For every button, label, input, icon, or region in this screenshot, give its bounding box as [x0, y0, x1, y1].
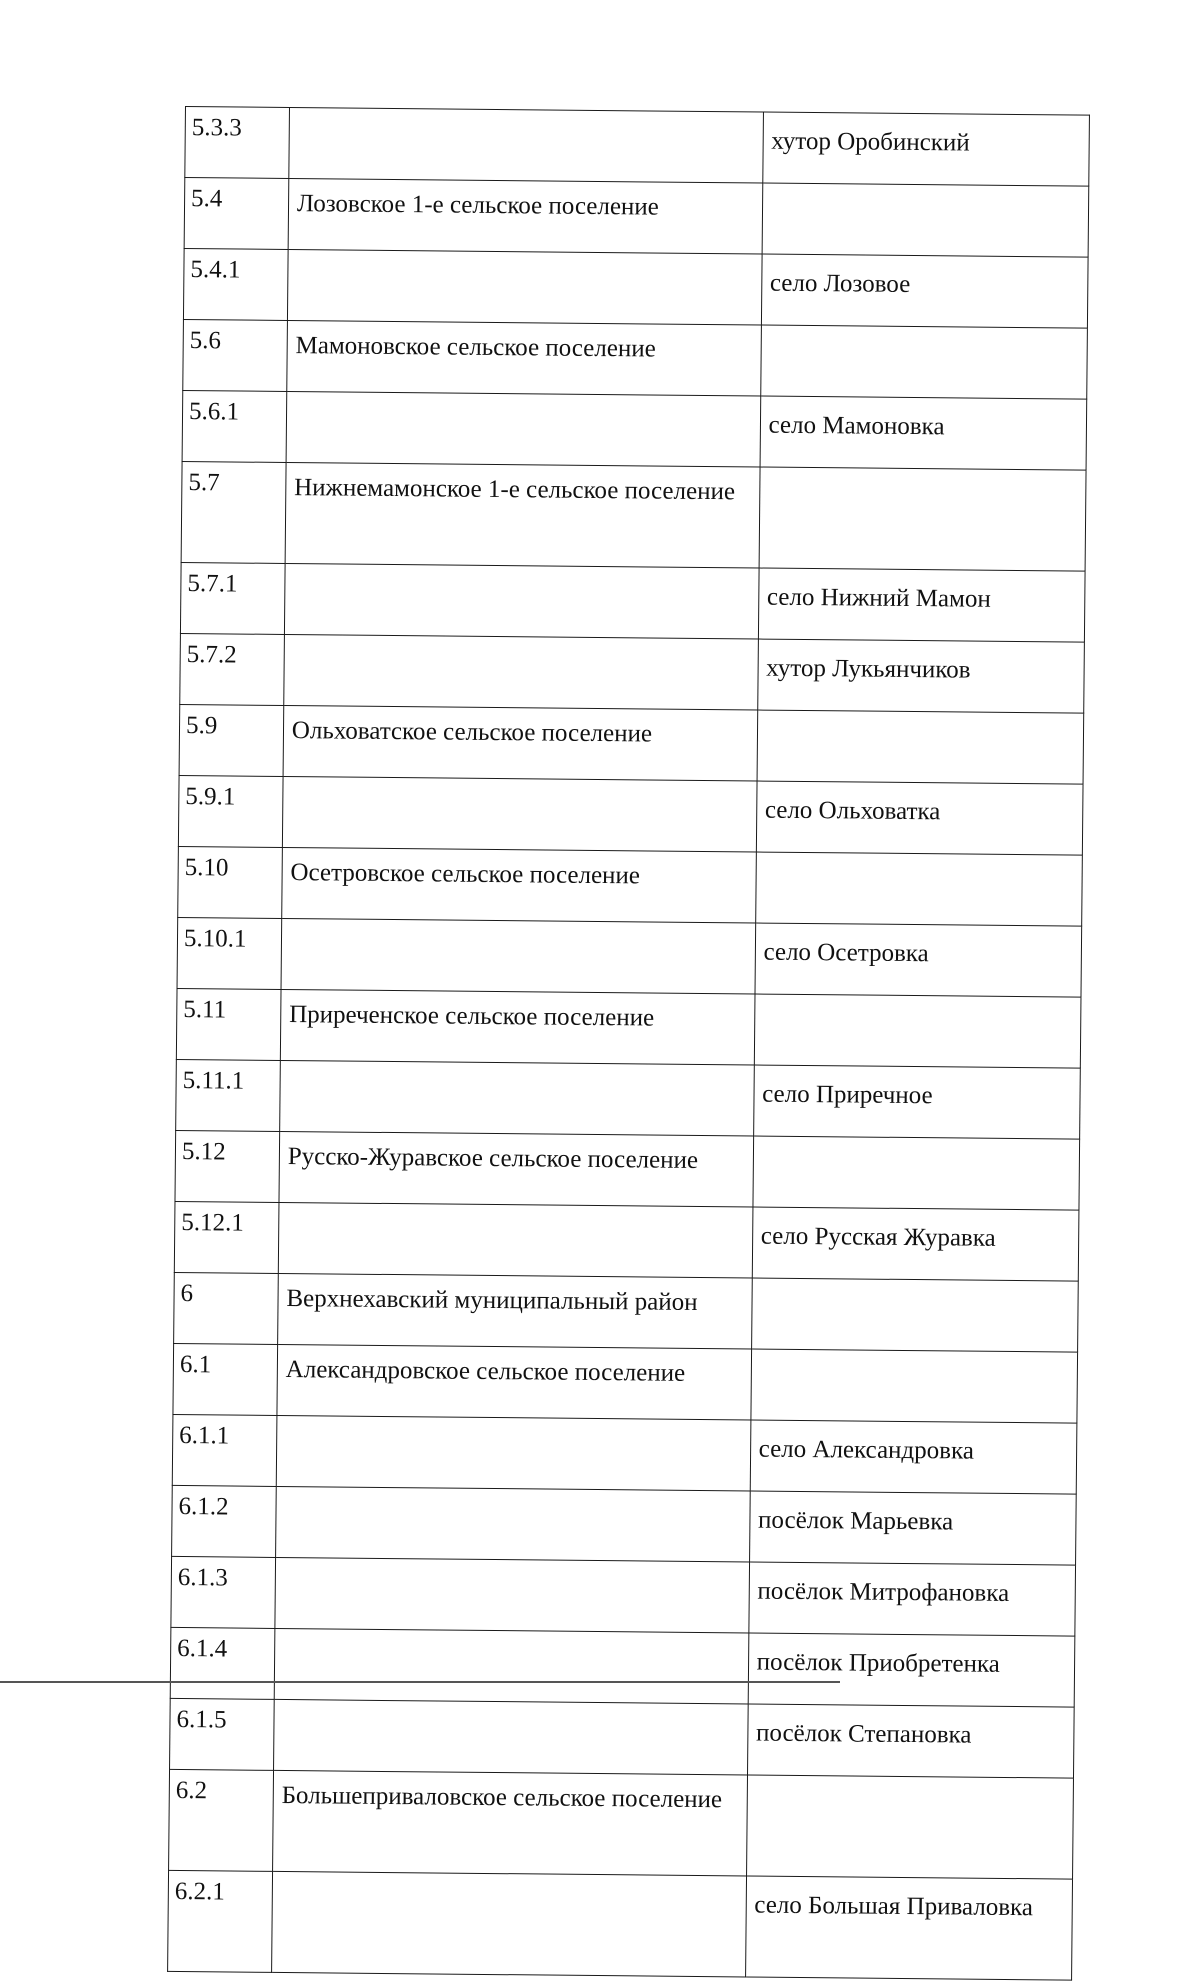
- table-row: [168, 1870, 1073, 1980]
- table-row: [174, 1201, 1079, 1281]
- row-number-cell: 6.1.3: [171, 1556, 276, 1628]
- row-number-cell: 5.12.1: [174, 1201, 279, 1273]
- locality-name-cell: село Нижний Мамон: [758, 568, 1085, 642]
- table-row: [176, 988, 1081, 1068]
- table-row: [177, 917, 1082, 997]
- row-number-cell: 6.1: [173, 1343, 278, 1415]
- table-row: [172, 1414, 1077, 1494]
- settlement-name-cell: [286, 391, 760, 467]
- settlement-name-cell: Русско-Журавское сельское поселение: [279, 1131, 753, 1207]
- settlement-name-cell: Нижнемамонское 1-е сельское поселение: [285, 462, 760, 568]
- locality-name-cell: [753, 1136, 1080, 1210]
- row-number-cell: 5.7.2: [180, 633, 285, 705]
- row-number-cell: 6.1.5: [170, 1698, 275, 1770]
- locality-name-cell: село Осетровка: [755, 923, 1082, 997]
- table-row: [180, 633, 1085, 713]
- row-number-cell: 5.4.1: [183, 248, 288, 320]
- row-number-cell: 6.1.4: [170, 1627, 275, 1699]
- table-row: [178, 846, 1083, 926]
- settlement-name-cell: [284, 563, 758, 639]
- row-number-cell: 5.10.1: [177, 917, 282, 989]
- table-row: [176, 1059, 1081, 1139]
- table-row: [185, 107, 1090, 187]
- locality-name-cell: село Приречное: [753, 1065, 1080, 1139]
- table-row: [171, 1556, 1076, 1636]
- table-row: [178, 775, 1083, 855]
- locality-name-cell: [760, 325, 1087, 399]
- table-row: [183, 248, 1088, 328]
- locality-name-cell: [762, 183, 1089, 257]
- row-number-cell: 5.9: [179, 704, 284, 776]
- locality-name-cell: село Лозовое: [761, 254, 1088, 328]
- table-row: [179, 704, 1084, 784]
- table-row: [181, 461, 1086, 571]
- settlement-name-cell: Осетровское сельское поселение: [282, 847, 756, 923]
- row-number-cell: 5.7.1: [180, 562, 285, 634]
- locality-name-cell: село Александровка: [750, 1420, 1077, 1494]
- locality-name-cell: посёлок Приобретенка: [748, 1633, 1075, 1707]
- row-number-cell: 6.2.1: [168, 1870, 273, 1972]
- locality-name-cell: [751, 1349, 1078, 1423]
- table-row: [183, 319, 1088, 399]
- locality-name-cell: село Ольховатка: [756, 781, 1083, 855]
- table-row: [175, 1130, 1080, 1210]
- row-number-cell: 6.1.1: [172, 1414, 277, 1486]
- locality-name-cell: посёлок Степановка: [747, 1704, 1074, 1778]
- locality-name-cell: [754, 994, 1081, 1068]
- row-number-cell: 5.11.1: [176, 1059, 281, 1131]
- settlement-name-cell: [289, 108, 763, 184]
- locality-name-cell: [759, 467, 1086, 571]
- table-row: [182, 390, 1087, 470]
- settlements-table: [167, 106, 1090, 1981]
- settlement-name-cell: [280, 1060, 754, 1136]
- settlement-name-cell: [284, 634, 758, 710]
- settlement-name-cell: Лозовское 1-е сельское поселение: [288, 178, 762, 254]
- row-number-cell: 6.2: [169, 1769, 274, 1871]
- row-number-cell: 5.3.3: [185, 107, 290, 179]
- locality-name-cell: [746, 1775, 1073, 1879]
- row-number-cell: 5.9.1: [178, 775, 283, 847]
- row-number-cell: 5.12: [175, 1130, 280, 1202]
- locality-name-cell: посёлок Митрофановка: [748, 1562, 1075, 1636]
- table-row: [169, 1769, 1074, 1879]
- settlement-name-cell: [274, 1628, 748, 1704]
- locality-name-cell: хутор Оробинский: [762, 112, 1089, 186]
- row-number-cell: 5.6: [183, 319, 288, 391]
- table-row: [170, 1627, 1075, 1707]
- row-number-cell: 6: [174, 1272, 279, 1344]
- settlement-name-cell: [275, 1557, 749, 1633]
- settlement-name-cell: [271, 1871, 746, 1977]
- locality-name-cell: село Большая Приваловка: [745, 1876, 1072, 1980]
- settlement-name-cell: Александровское сельское поселение: [277, 1344, 751, 1420]
- row-number-cell: 5.6.1: [182, 390, 287, 462]
- locality-name-cell: [757, 710, 1084, 784]
- table-row: [170, 1698, 1075, 1778]
- row-number-cell: 5.10: [178, 846, 283, 918]
- settlement-name-cell: Верхнехавский муниципальный район: [277, 1273, 751, 1349]
- row-number-cell: 5.11: [176, 988, 281, 1060]
- table-row: [180, 562, 1085, 642]
- settlement-name-cell: [281, 918, 755, 994]
- row-number-cell: 5.4: [184, 178, 289, 250]
- locality-name-cell: село Русская Журавка: [752, 1207, 1079, 1281]
- table-row: [174, 1272, 1079, 1352]
- settlement-name-cell: [275, 1486, 749, 1562]
- row-number-cell: 5.7: [181, 461, 286, 563]
- settlement-name-cell: [278, 1202, 752, 1278]
- table-body: [168, 107, 1090, 1981]
- table-row: [173, 1343, 1078, 1423]
- locality-name-cell: [751, 1278, 1078, 1352]
- settlement-name-cell: [282, 776, 756, 852]
- locality-name-cell: [755, 852, 1082, 926]
- settlement-name-cell: Большеприваловское сельское поселение: [272, 1770, 747, 1876]
- settlement-name-cell: Мамоновское сельское поселение: [287, 320, 761, 396]
- table-row: [184, 178, 1089, 258]
- table-row: [172, 1485, 1077, 1565]
- settlement-name-cell: [287, 249, 761, 325]
- page-bottom-rule: [0, 1681, 840, 1683]
- locality-name-cell: посёлок Марьевка: [749, 1491, 1076, 1565]
- locality-name-cell: хутор Лукьянчиков: [757, 639, 1084, 713]
- locality-name-cell: село Мамоновка: [760, 396, 1087, 470]
- settlement-name-cell: [273, 1699, 747, 1775]
- settlement-name-cell: Приреченское сельское поселение: [280, 989, 754, 1065]
- settlement-name-cell: Ольховатское сельское поселение: [283, 705, 757, 781]
- settlement-name-cell: [276, 1415, 750, 1491]
- row-number-cell: 6.1.2: [172, 1485, 277, 1557]
